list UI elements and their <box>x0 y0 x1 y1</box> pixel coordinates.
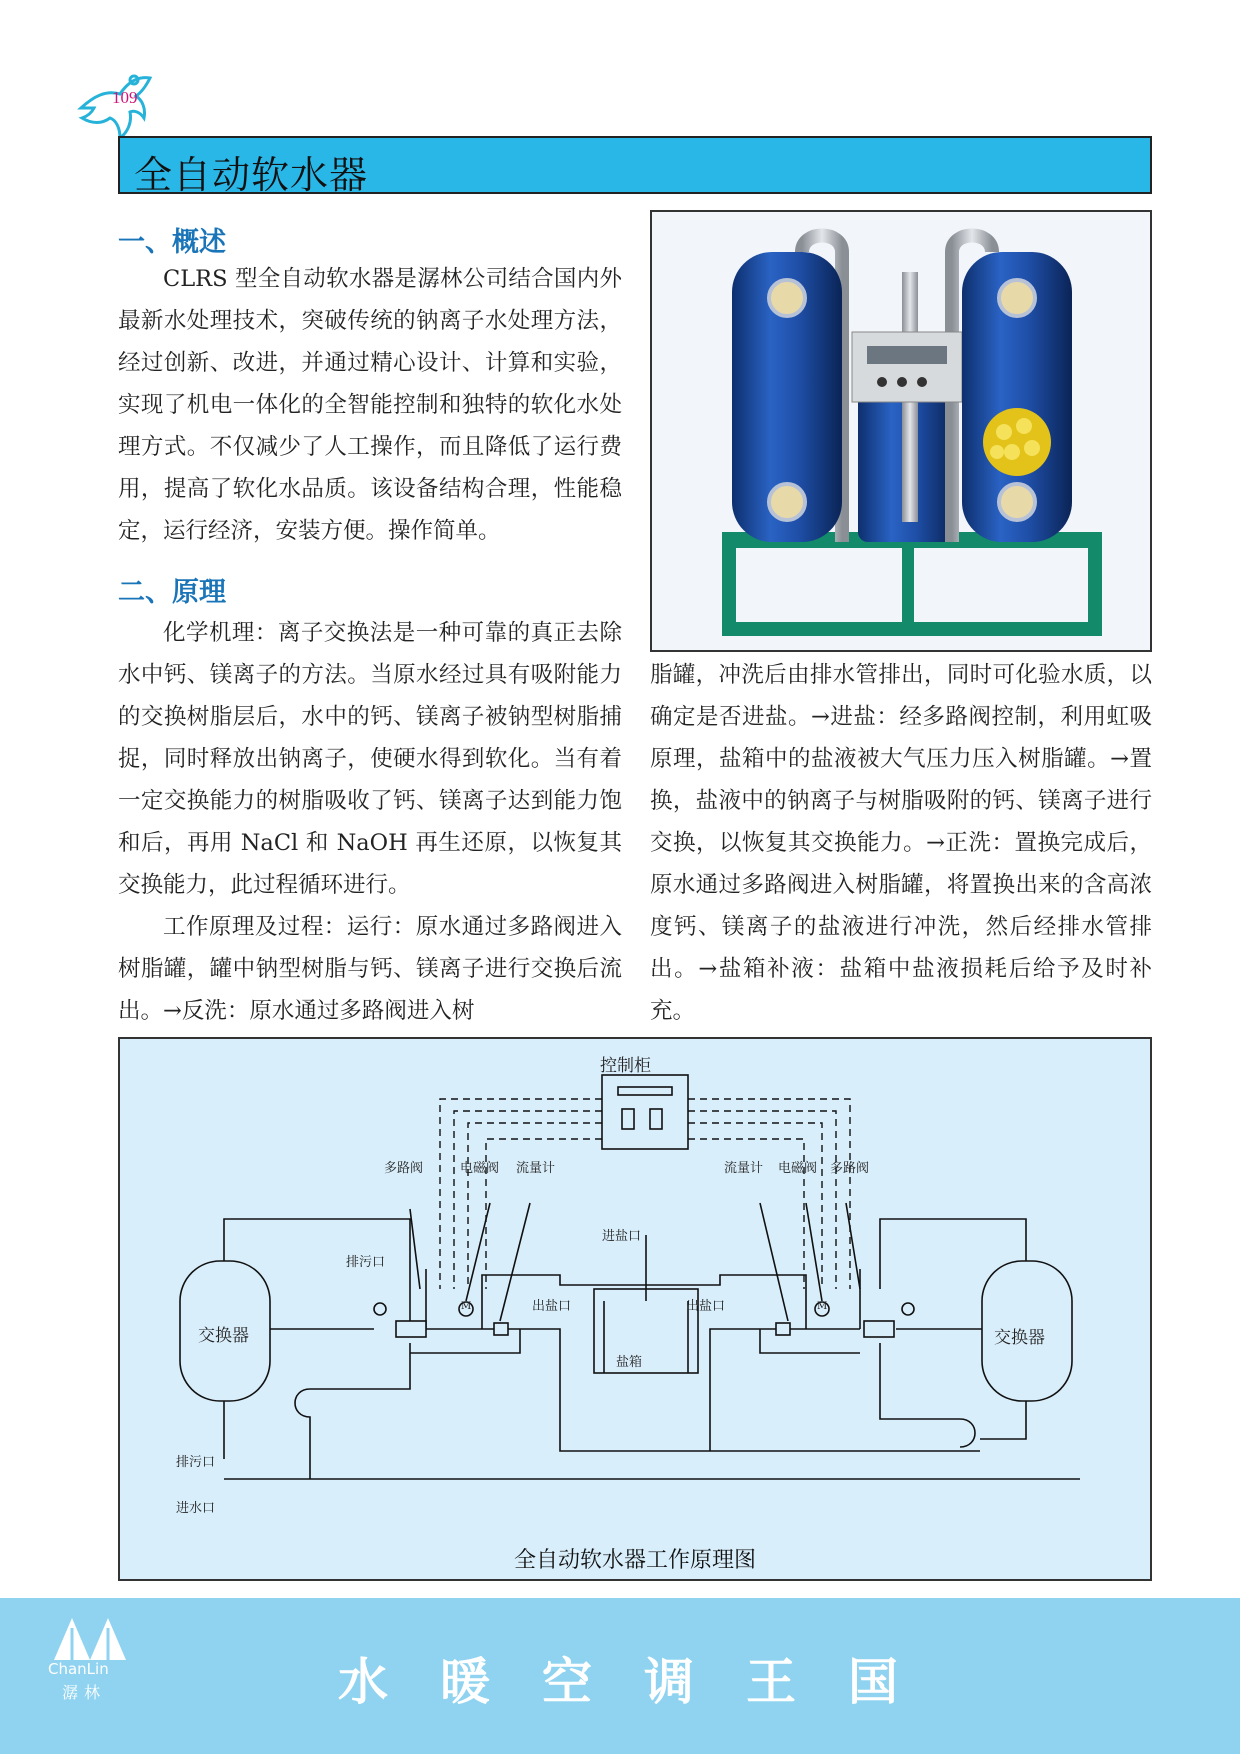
label-salt-box: 盐箱 <box>616 1355 643 1370</box>
label-exchanger-right: 交换器 <box>994 1328 1045 1348</box>
label-drain-bottom-left: 排污口 <box>176 1455 216 1470</box>
label-flowmeter-right: 流量计 <box>724 1161 764 1176</box>
working-process-text: 工作原理及过程：运行：原水通过多路阀进入树脂罐，罐中钠型树脂与钙、镁离子进行交换后流出。→反洗：原水通过多路阀进入树 <box>118 914 622 1024</box>
diagram-caption: 全自动软水器工作原理图 <box>513 1548 756 1573</box>
label-salt-inlet: 进盐口 <box>602 1229 642 1244</box>
section-heading-overview: 一、概述 <box>118 227 226 258</box>
label-motor-right: M <box>817 1301 828 1312</box>
label-solenoid-valve-right: 电磁阀 <box>778 1161 818 1176</box>
label-salt-outlet-left: 出盐口 <box>532 1299 572 1314</box>
footer-slogan: 水暖空调王国 <box>338 1653 950 1711</box>
label-drain-top-left: 排污口 <box>346 1255 386 1270</box>
product-photo <box>650 210 1152 652</box>
water-softener-illustration <box>652 212 1150 650</box>
label-salt-outlet-right: 出盐口 <box>686 1299 726 1314</box>
overview-text: CLRS 型全自动软水器是潺林公司结合国内外最新水处理技术，突破传统的钠离子水处理方法，经过创新、改进，并通过精心设计、计算和实验，实现了机电一体化的全智能控制和独特的软化水处理方式。不仅减少了人工操作，而且降低了运行费用，提高了软化水品质。该设备结构合理，性能稳定，运行经济，安装方便。操作简单。 <box>118 266 622 544</box>
label-exchanger-left: 交换器 <box>198 1326 249 1346</box>
section-heading-principle: 二、原理 <box>118 577 226 608</box>
label-solenoid-valve-left: 电磁阀 <box>460 1161 500 1176</box>
principle-right-column <box>650 654 1152 1032</box>
chemical-mechanism-text: 化学机理：离子交换法是一种可靠的真正去除水中钙、镁离子的方法。当原水经过具有吸附能力的交换树脂层后，水中的钙、镁离子被钠型树脂捕捉，同时释放出钠离子，使硬水得到软化。当有着一定交换能力的树脂吸收了钙、镁离子达到能力饱和后，再用 NaCl 和 NaOH 再生还原，以恢复其交换能力，此过程循环进行。 <box>118 620 622 898</box>
footer-band <box>0 1598 1240 1754</box>
label-flowmeter-left: 流量计 <box>516 1161 556 1176</box>
chanlin-logo-icon <box>50 1612 130 1662</box>
page-number: 109 <box>112 88 138 107</box>
overview-paragraph <box>118 258 622 552</box>
label-water-inlet: 进水口 <box>176 1501 216 1516</box>
label-motor-left: M <box>461 1301 472 1312</box>
label-multiway-valve-left: 多路阀 <box>384 1161 424 1176</box>
working-process-continued-text: 脂罐，冲洗后由排水管排出，同时可化验水质，以确定是否进盐。→进盐：经多路阀控制，利用虹吸原理，盐箱中的盐液被大气压力压入树脂罐。→置换，盐液中的钠离子与树脂吸附的钙、镁离子进行交换，以恢复其交换能力。→正洗：置换完成后，原水通过多路阀进入树脂罐，将置换出来的含高浓度钙、镁离子的盐液进行冲洗，然后经排水管排出。→盐箱补液：盐箱中盐液损耗后给予及时补充。 <box>650 662 1152 1024</box>
label-multiway-valve-right: 多路阀 <box>830 1161 870 1176</box>
schematic-drawing <box>120 1039 1150 1579</box>
principle-left-column <box>118 612 622 1032</box>
title-bar <box>118 136 1152 197</box>
page-title: 全自动软水器 <box>134 153 369 197</box>
label-control-cabinet: 控制柜 <box>600 1056 651 1076</box>
working-principle-diagram <box>118 1037 1152 1581</box>
footer-logo-chinese: 潺林 <box>62 1683 107 1702</box>
footer-logo-text: ChanLin <box>48 1660 109 1678</box>
